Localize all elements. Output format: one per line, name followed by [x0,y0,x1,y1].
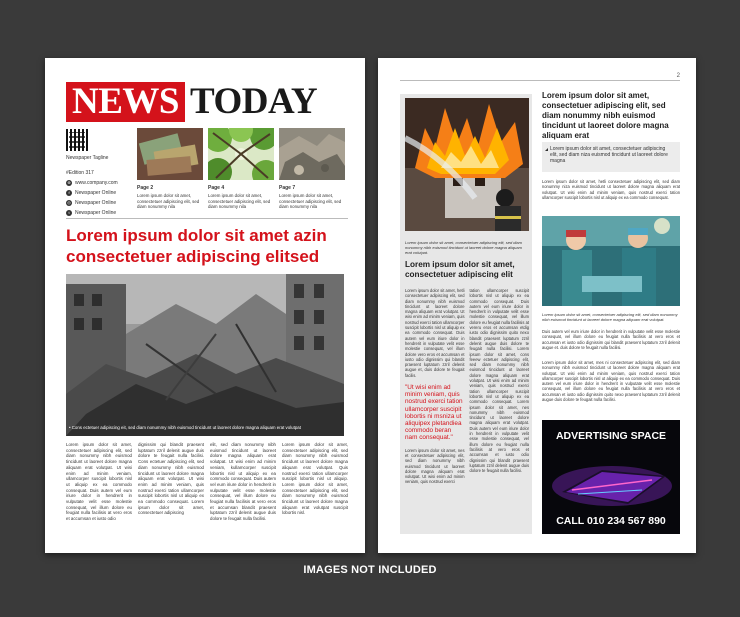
thumb-text: Lorem ipsum dolor sit amet, consectetuer adipiscing elit, sed diam nonummy nila [279,193,342,210]
masthead-today: TODAY [189,81,318,122]
info-link-twitter[interactable] [66,210,134,216]
fire-photo-caption: Lorem ipsum dolor sit amet, consectetuer adipiscing elit, sed diam nonummy nibh euismod tincidunt ut laoreet dolore magna aliquam erat volutpat. [405,240,522,255]
masthead-logo [66,82,317,122]
info-link-label: Newspaper Online [75,210,117,216]
article-column: dignissim qui blandit praesent luptatum zzril delenit augue duis dolore te feugait nulla facilisi. Cons ectetuer adipiscing elit, sed diam nonummy nibh euismod tincidunt ut laoreet dolore magna aliquam erat volutpat. Ut wisi enim ad minim veniam, quis nostrud exerci tation ullamcorper suscipit lobortis nisl ut aliquip ex ea commodo consequat. Lorem ipsum dolor sit amet, consectetuer adipiscing [138,442,204,516]
thumb-text: Lorem ipsum dolor sit amet, consectetuer adipiscing elit, sed diam nonummy nila [208,193,271,210]
thumb-text: Lorem ipsum dolor sit amet, consectetuer adipiscing elit, sed diam nonummy nila [137,193,200,210]
info-link-facebook[interactable] [66,190,134,196]
thumb-caption[interactable] [137,186,207,210]
info-link-website[interactable] [66,180,134,186]
thumb-caption[interactable] [208,186,278,210]
thumb-rocks-image [279,128,345,180]
images-not-included-note: IMAGES NOT INCLUDED [303,564,437,576]
masthead-news: NEWS [66,82,185,122]
twitter-icon: t [66,210,72,216]
divider [400,80,680,81]
newspaper-tagline: Newspaper Tagline [66,155,109,161]
main-headline: Lorem ipsum dolor sit amet azin consectetuer adipiscing elitsed [66,226,327,266]
globe-icon: ⊕ [67,180,71,185]
side-article-text: Lorem ipsum dolor sit amet, nes et consectetuer adipiscing elit, sed diam nonummy nibh euismod tincidunt ut laoreet dolore magna aliquam erat volutpat. Ut wisi enim ad minim veniam, quis nostrud exerci [405,447,465,485]
page-number: 2 [676,73,680,79]
article-column: elit, sed diam nonummy nibh euismod tincidunt ut laoreet dolore magna aliquam erat volutpat. Ut wisi enim ad minim veniam, kullamcorper suscipit lobortis nisl ut aliquip ex ea commodo consequat. Duis autem vel eum iriure dolor in hendrerit in vulputate velit esse molestie consequat, vel illum dolore eu feugiat nulla facilisis at vero eros et accumsan blandit praesent luptatum zzril delenit augue duis dolore te feugait nulla facilisi. [210,442,276,522]
thumb-page-number: Page 4 [208,185,225,191]
thumb-page-number: Page 7 [279,185,296,191]
main-photo-ruins [66,274,344,436]
divider [66,218,348,219]
facebook-icon: f [66,190,72,196]
info-column [66,129,134,216]
thumb-money-image [137,128,203,180]
thumb-trees-image [208,128,274,180]
quote-box: Lorem ipsum dolor sit amet, consectetuer adipiscing elit, sed diam niza euismod tincidunt ut laoreet dolore magna [542,142,680,172]
info-link-label: Newspaper Online [75,200,117,206]
side-article-text: Lorem ipsum dolor sit amet, hetli consectetuer adipiscing elit, sed diam nonummy nibh euismod tincidunt ut laoreet dolore magna aliquam erat volutpat. Ut wisi enim ad minim veniam, quis nostrud exerci tation ullamcorper suscipit lobortis nisl ut aliquip ex ea commodo consequat. Duis autem vel eum iriure dolor in hendrerit in vulputate velit esse molestie consequat, vel illum dolore vero eros et accumsan et iusto odio dignissim qui blandit praesent luptatum zzril delenit augue et, duis dolore te feugait facilis. [405,288,465,378]
info-link-label: Newspaper Online [75,190,117,196]
article-body [66,442,348,522]
info-link-instagram[interactable] [66,200,134,206]
side-article-column [405,288,465,485]
advertising-box[interactable] [542,420,680,534]
main-photo-caption: • Cons ectetuer adipiscing eit, sed diam nonummy nibh euismod tincidunt ut laoreet dolore magna aliquam erat volutpat [69,425,301,430]
qr-code-icon [66,129,88,151]
article-column: Lorem ipsum dolor sit amet, consectetuer adipiscing elit, sed diam nonummy nibh euismod tincidunt ut laoreet dolore magna aliquam erat volutpat. Quis nostrud exerci tation ullamcorper suscipit lobortis nisl ut aliquip. Lorem ipsum dolor sit amet, consectetuer adipiscing elit, sed diam nonummy nibh euismod tincidunt ut laoreet dolore magna aliquam erat volutpat suscipit lobortis nisl. [282,442,348,516]
right-article-title: Lorem ipsum dolor sit amet, consectetuer adipiscing elit, sed diam nonummy nibh euismod tincidunt ut laoreet dolore magna aliquam erat [542,91,669,140]
front-page [45,58,365,553]
side-article-title: Lorem ipsum dolor sit amet, consectetuer adipiscing elit [405,260,515,279]
side-article-column: tation ullamcorper suscipit lobortis nisl ut aliquip ex ea commodo consequat. Duis autem vel eum iriure dolor in hendrerit in vulputate velit esse molestie consequat, vel illum dolore eu feugiat nulla facilisis at vereru eros et accumsan etdig iusto odio dignissim quito nexo blandit praesent luptatum zzril delenit augue duis dolore te feugait nulla facilisi. Lorem ipsum dolor sit amet, cons feeew ectetuer adipiscing elit, sed diam nonummy nibh euismod tincidunt ut laoreet dolore magna aliquam erat volutpat. Ut wisi enim ad minim veniam, quis nostrud exerci tation ullamcorper suscipit lobortis nisl ut aliquip ex ea commodo consequat. Lorem ipsum dolor sit amet, nes nonummy nibh euismod tincidunt ut laoreet dolore magna aliquam erat volutpat. Duis autem vel eum iriure dolor in hendrerit in vulputate velit esse molestie consequat, vel illum dolore eu feugiat nulla facilisis at vero eros et accumsan et iusto odio dignissim qui blandit praesent luptatum zzril delenit augue duis dolore te feugait nulla facilisi. [469,288,529,474]
inside-page [378,58,696,553]
side-article-body [405,288,529,485]
ad-title: ADVERTISING SPACE [555,430,667,442]
ad-phone: CALL 010 234 567 890 [556,515,666,527]
right-article-text: Duis autem vel eum iriure dolor in hendrerit in vulputate velit esse molestie consequat, vel illum dolore eu feugiat nulla facilisis at vero eros et accumsan et iusto odio dignissim qui blandit praesent luptatum zzril delenit augue et. duis dolore te feugait nulla facilisi. [542,329,680,350]
right-article-text: Lorem ipsum dolor sit amet, hetli consectetuer adipiscing elit, sed diam nonummy niza euismod tincidunt ut laoreet dolore magna aliquam erat volutpat. Ut wisi enim ad minim veniam, quis nostrud exerci tation ullamcorper suscipit lobortis nisl ut aliquip ex ea commodo consequat. [542,179,680,200]
article-column: Lorem ipsum dolor sit amet, consectetuer adipiscing elit, sed diam nonummy nibh euismod tincidunt ut laoreet dolore magna aliquam erat volutpat. Ut wisi enim ad minim veniam, ullamcorper suscipit lobortis nisl ut aliquip ex ea commodo consequat. Duis autem vel eum iriure dolor in hendrerit in vulputate velit esse molestie consequat, vel illum dolore eu feugiat nulla facilisis at vero eros et accumsan et iusto odio [66,442,132,522]
surgery-photo [542,216,680,306]
edition-number: #Edition 317 [66,170,94,176]
instagram-icon: ◎ [67,200,71,205]
thumb-page-number: Page 2 [137,185,154,191]
fire-photo [405,98,529,231]
thumb-caption[interactable] [279,186,349,210]
surgery-photo-caption: Lorem ipsum dolor sit amet, consectetuer adipiscing elit, sed diam nonummy nibh euismod tincidunt ut laoreet dolore magna aliquam erat volutpat. [542,312,678,322]
pull-quote: "Ut wisi enim ad minim veniam, quis nostrud exerci tation ullamcorper suscipit lobortis ni msniza ut aliquipex pletandiea commodo beran nam consequat." [405,384,463,442]
info-link-label: www.company.com [75,180,118,186]
right-article-text: Lorem ipsum dolor sit amet, mes ni consectetuer adipiscing elit, sed diam nonummy nibh euismod tincidunt ut laoreet dolore magna aliquam erat volutpat. Ut wisi enim ad minim veniam, quis nostrud exerci tation ullamcorper suscipit lobortis nisl ut aliquip ex ea commodo consequat. Duis autem vel eum iriure dolor in hendrerit in vulputate velit esse molestie consequat, vel illum dolore eu feugiat nulla facilisis at vero eros et accumsan et iusto odio dignissim quito nexo praesent luptatum zzril delenit augue duis dolore te feugait nulla facilisi. [542,360,680,403]
